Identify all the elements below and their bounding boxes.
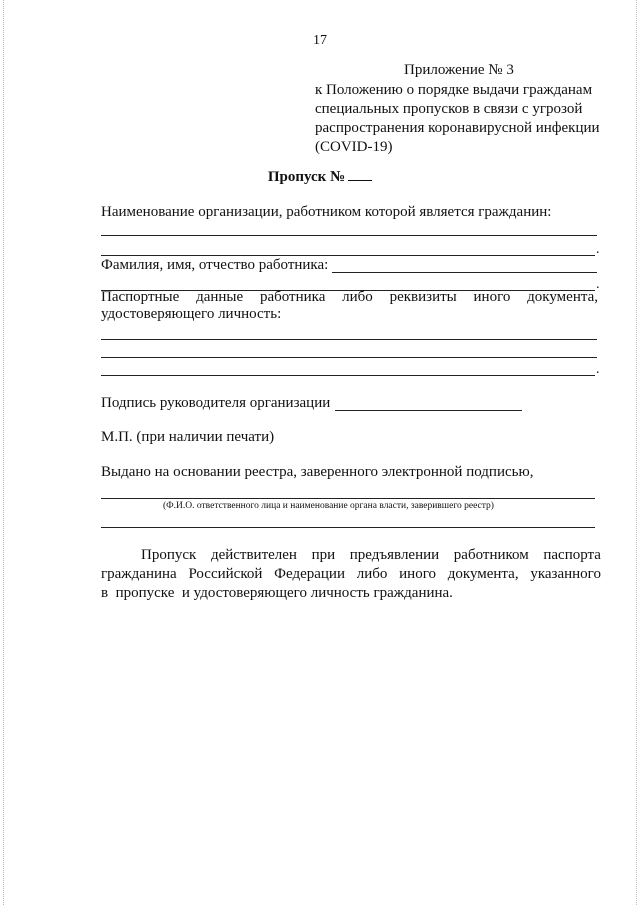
note-word: иного <box>399 566 436 582</box>
signature-label: Подпись руководителя организации <box>101 395 331 411</box>
passport-word: иного <box>473 289 511 305</box>
pass-title-text: Пропуск № <box>267 169 346 185</box>
stamp-label: М.П. (при наличии печати) <box>101 429 275 445</box>
note-word: Российской <box>188 566 263 582</box>
note-word: гражданина <box>101 566 177 582</box>
note-word: при <box>311 547 336 563</box>
note-word: Пропуск <box>141 547 197 563</box>
issued-line-1[interactable] <box>101 498 595 499</box>
period-mark: . <box>596 242 600 257</box>
note-word: предъявлении <box>349 547 440 563</box>
passport-word: документа, <box>527 289 598 305</box>
note-word: указанного <box>530 566 601 582</box>
appendix-line: специальных пропусков в связи с угрозой <box>315 101 583 117</box>
note-line-2 <box>101 565 601 584</box>
period-mark: . <box>596 277 600 292</box>
fio-label: Фамилия, имя, отчество работника: <box>101 257 329 273</box>
note-line-1 <box>101 546 601 565</box>
appendix-line: (COVID-19) <box>315 139 393 155</box>
signature-line[interactable] <box>335 410 522 411</box>
note-word: паспорта <box>543 547 601 563</box>
passport-label-line-2: удостоверяющего личность: <box>101 306 282 322</box>
page-number: 17 <box>313 33 327 48</box>
issued-label: Выдано на основании реестра, заверенного электронной подписью, <box>101 464 534 480</box>
note-word: действителен <box>210 547 297 563</box>
scan-edge-left <box>3 0 4 905</box>
period-mark: . <box>596 362 600 377</box>
pass-number-blank[interactable] <box>348 168 372 181</box>
passport-word: Паспортные <box>101 289 180 305</box>
note-word: Федерации <box>274 566 345 582</box>
passport-line-3[interactable] <box>101 375 595 376</box>
note-line-3: в пропуске и удостоверяющего личность гражданина. <box>101 585 453 601</box>
note-word: либо <box>356 566 388 582</box>
passport-word: либо <box>342 289 373 305</box>
appendix-line: распространения коронавирусной инфекции <box>315 120 600 136</box>
note-word: работником <box>453 547 529 563</box>
organization-line-1[interactable] <box>101 235 597 236</box>
passport-line-1[interactable] <box>101 339 597 340</box>
appendix-title: Приложение № 3 <box>404 62 514 78</box>
passport-word: реквизиты <box>389 289 457 305</box>
issued-caption: (Ф.И.О. ответственного лица и наименование органа власти, заверившего реестр) <box>163 501 494 511</box>
passport-word: данные <box>196 289 244 305</box>
appendix-body <box>315 81 615 157</box>
pass-title <box>0 168 640 186</box>
passport-line-2[interactable] <box>101 357 597 358</box>
passport-word: работника <box>259 289 326 305</box>
organization-label: Наименование организации, работником которой является гражданин: <box>101 204 552 220</box>
appendix-line: к Положению о порядке выдачи гражданам <box>315 82 593 98</box>
fio-line-1[interactable] <box>332 272 597 273</box>
validity-note <box>101 546 601 603</box>
note-word: документа, <box>447 566 519 582</box>
issued-line-2[interactable] <box>101 527 595 528</box>
scan-edge-right <box>636 0 637 905</box>
passport-label-line-1 <box>101 289 598 306</box>
organization-line-2[interactable] <box>101 255 595 256</box>
